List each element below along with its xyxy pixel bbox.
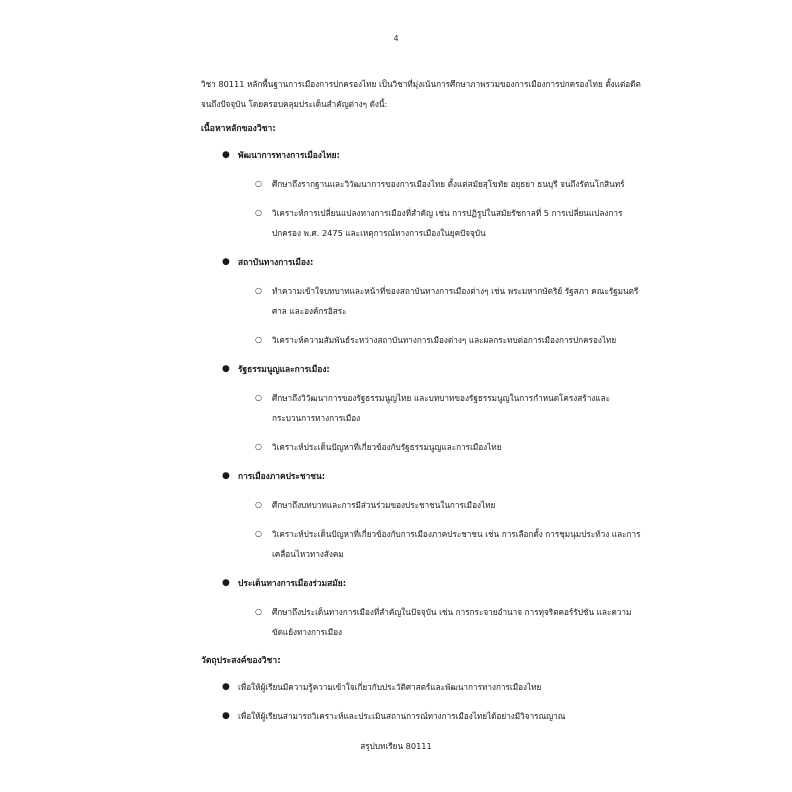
subtopic-item [201, 524, 641, 564]
circle-bullet-icon: ○ [255, 442, 262, 451]
subtopic-text: ศึกษาถึงรากฐานและวิวัฒนาการของการเมืองไทย ตั้งแต่สมัยสุโขทัย อยุธยา ธนบุรี จนถึงรัตนโกสินทร์ [272, 179, 625, 189]
topic-item [201, 252, 641, 350]
subtopic-text: วิเคราะห์ประเด็นปัญหาที่เกี่ยวข้องกับรัฐธรรมนูญและการเมืองไทย [272, 442, 502, 452]
circle-bullet-icon: ○ [255, 607, 262, 616]
intro-paragraph: วิชา 80111 หลักพื้นฐานการเมืองการปกครองไทย เป็นวิชาที่มุ่งเน้นการศึกษาภาพรวมของการเมืองการปกครองไทย ตั้งแต่อดีตจนถึงปัจจุบัน โดยครอบคลุมประเด็นสำคัญต่างๆ ดังนี้: [201, 79, 641, 109]
topic-title: การเมืองภาคประชาชน: [238, 471, 326, 481]
topic-item [201, 466, 641, 564]
subtopic-list [201, 495, 641, 564]
bullet-icon: ● [222, 364, 230, 374]
circle-bullet-icon: ○ [255, 286, 262, 295]
subtopic-text: ศึกษาถึงวิวัฒนาการของรัฐธรรมนูญไทย และบทบาทของรัฐธรรมนูญในการกำหนดโครงสร้างและกระบวนการทางการเมือง [272, 393, 610, 423]
bullet-icon: ● [222, 471, 230, 481]
subtopic-item [201, 437, 641, 457]
subtopic-item [201, 602, 641, 642]
subtopic-item [201, 495, 641, 515]
subtopic-text: ทำความเข้าใจบทบาทและหน้าที่ของสถาบันทางการเมืองต่างๆ เช่น พระมหากษัตริย์ รัฐสภา คณะรัฐมนตรี ศาล และองค์กรอิสระ [272, 286, 639, 316]
subtopic-text: ศึกษาถึงประเด็นทางการเมืองที่สำคัญในปัจจุบัน เช่น การกระจายอำนาจ การทุจริตคอร์รัปชัน และความขัดแย้งทางการเมือง [272, 607, 632, 637]
page-footer: สรุปบทเรียน 80111 [360, 741, 432, 751]
bullet-icon: ● [222, 711, 230, 721]
subtopic-item [201, 330, 641, 350]
circle-bullet-icon: ○ [255, 500, 262, 509]
page-number: 4 [393, 34, 399, 43]
subtopic-list [201, 174, 641, 243]
objective-text: เพื่อให้ผู้เรียนมีความรู้ความเข้าใจเกี่ยวกับประวัติศาสตร์และพัฒนาการทางการเมืองไทย [238, 682, 542, 692]
subtopic-text: วิเคราะห์ประเด็นปัญหาที่เกี่ยวข้องกับการเมืองภาคประชาชน เช่น การเลือกตั้ง การชุมนุมประท้วง และการเคลื่อนไหวทางสังคม [272, 529, 641, 559]
circle-bullet-icon: ○ [255, 393, 262, 402]
objective-item [201, 706, 641, 726]
topic-item [201, 573, 641, 642]
bullet-icon: ● [222, 150, 230, 160]
topic-title: ประเด็นทางการเมืองร่วมสมัย: [238, 578, 347, 588]
circle-bullet-icon: ○ [255, 179, 262, 188]
circle-bullet-icon: ○ [255, 529, 262, 538]
topic-title: พัฒนาการทางการเมืองไทย: [238, 150, 340, 160]
circle-bullet-icon: ○ [255, 335, 262, 344]
bullet-icon: ● [222, 578, 230, 588]
topic-item [201, 359, 641, 457]
topic-item [201, 145, 641, 243]
topic-title: รัฐธรรมนูญและการเมือง: [238, 364, 330, 374]
subtopic-text: วิเคราะห์ความสัมพันธ์ระหว่างสถาบันทางการเมืองต่างๆ และผลกระทบต่อการเมืองการปกครองไทย [272, 335, 617, 345]
objective-list [201, 677, 641, 726]
subtopic-item [201, 174, 641, 194]
circle-bullet-icon: ○ [255, 208, 262, 217]
subtopic-item [201, 388, 641, 428]
subtopic-list [201, 602, 641, 642]
document-body [201, 74, 641, 735]
subtopic-list [201, 281, 641, 350]
objective-text: เพื่อให้ผู้เรียนสามารถวิเคราะห์และประเมินสถานการณ์ทางการเมืองไทยได้อย่างมีวิจารณญาณ [238, 711, 566, 721]
bullet-icon: ● [222, 682, 230, 692]
subtopic-text: ศึกษาถึงบทบาทและการมีส่วนร่วมของประชาชนในการเมืองไทย [272, 500, 496, 510]
objectives-heading: วัตถุประสงค์ของวิชา: [201, 656, 281, 666]
topic-list [201, 145, 641, 642]
content-heading: เนื้อหาหลักของวิชา: [201, 124, 276, 134]
subtopic-item [201, 203, 641, 243]
subtopic-item [201, 281, 641, 321]
subtopic-text: วิเคราะห์การเปลี่ยนแปลงทางการเมืองที่สำคัญ เช่น การปฏิรูปในสมัยรัชกาลที่ 5 การเปลี่ยนแปลงการปกครอง พ.ศ. 2475 และเหตุการณ์ทางการเมืองในยุคปัจจุบัน [272, 208, 623, 238]
bullet-icon: ● [222, 257, 230, 267]
objective-item [201, 677, 641, 697]
topic-title: สถาบันทางการเมือง: [238, 257, 314, 267]
subtopic-list [201, 388, 641, 457]
